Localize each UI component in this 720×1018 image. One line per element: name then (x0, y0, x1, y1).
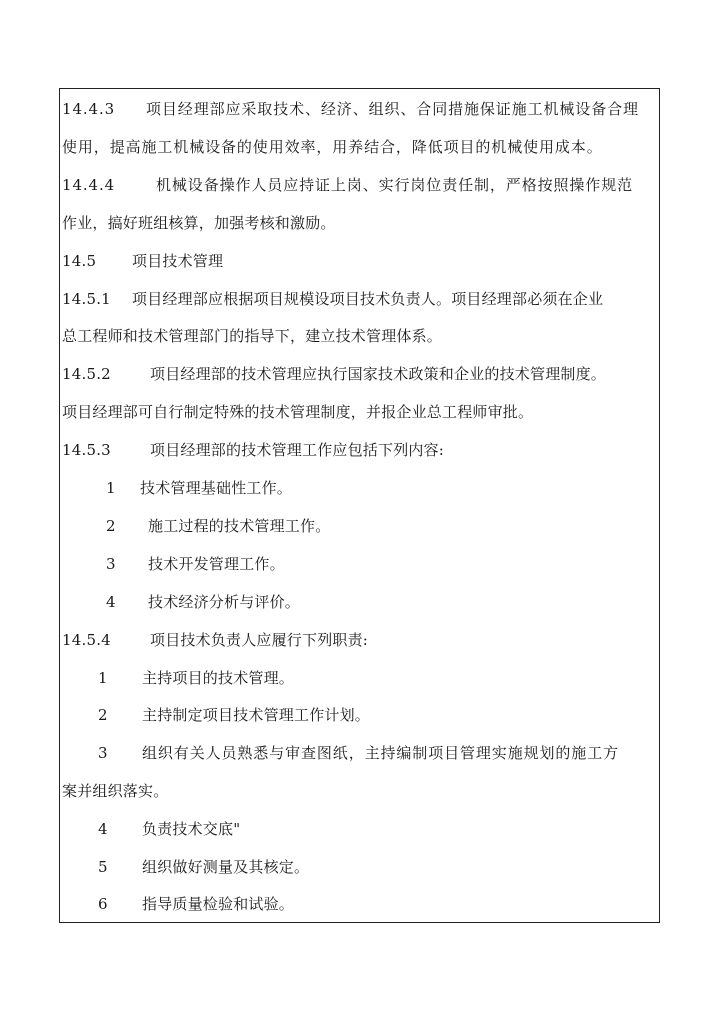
list-item-number: 3 (106, 555, 116, 573)
list-item (98, 668, 294, 688)
clause-text: 项目经理部应根据项目规模设项目技术负责人。项目经理部必须在企业 (132, 290, 604, 308)
clause-text: 项目经理部的技术管理应执行国家技术政策和企业的技术管理制度。 (150, 365, 607, 383)
list-item-continuation (62, 781, 168, 801)
list-item-number: 5 (98, 858, 108, 876)
section-number: 14.5 (62, 252, 97, 270)
list-item (106, 516, 330, 536)
clause-text: 使用，提高施工机械设备的使用效率，用养结合，降低项目的机械使用成本。 (62, 138, 603, 156)
list-item-text: 负责技术交底" (142, 820, 241, 838)
paragraph-14-4-4 (62, 175, 633, 195)
clause-number: 14.5.1 (62, 290, 111, 308)
section-title: 项目技术管理 (132, 252, 224, 270)
list-item (98, 743, 619, 763)
clause-text: 总工程师和技术管理部门的指导下，建立技术管理体系。 (62, 327, 443, 345)
paragraph-14-5-3 (62, 440, 444, 460)
list-item-text: 技术管理基础性工作。 (140, 479, 293, 497)
list-item (98, 857, 309, 877)
clause-number: 14.5.3 (62, 441, 111, 459)
paragraph-continuation (62, 137, 603, 157)
list-item (106, 592, 300, 612)
list-item-text: 案并组织落实。 (62, 782, 169, 800)
paragraph-continuation (62, 326, 442, 346)
clause-text: 项目经理部可自行制定特殊的技术管理制度，并报企业总工程师审批。 (62, 403, 534, 421)
list-item-text: 主持制定项目技术管理工作计划。 (142, 706, 371, 724)
clause-text: 作业，搞好班组核算，加强考核和激励。 (62, 214, 336, 232)
list-item-text: 主持项目的技术管理。 (142, 669, 295, 687)
list-item-text: 施工过程的技术管理工作。 (148, 517, 331, 535)
paragraph-14-5-1 (62, 289, 603, 309)
clause-text: 机械设备操作人员应持证上岗、实行岗位责任制，严格按照操作规范 (156, 176, 634, 194)
list-item (106, 478, 292, 498)
clause-number: 14.5.2 (62, 365, 111, 383)
clause-number: 14.5.4 (62, 631, 111, 649)
list-item-number: 3 (98, 744, 109, 762)
section-heading-14-5 (62, 251, 223, 271)
list-item-number: 4 (98, 820, 108, 838)
list-item-number: 1 (98, 669, 108, 687)
paragraph-continuation (62, 402, 533, 422)
list-item (98, 705, 370, 725)
clause-number: 14.4.3 (62, 100, 116, 118)
list-item-text: 组织有关人员熟悉与审查图纸，主持编制项目管理实施规划的施工方 (142, 744, 620, 762)
list-item-text: 技术经济分析与评价。 (148, 593, 301, 611)
paragraph-continuation (62, 213, 336, 233)
paragraph-14-5-2 (62, 364, 606, 384)
clause-number: 14.4.4 (62, 176, 116, 194)
list-item (106, 554, 285, 574)
list-item-text: 指导质量检验和试验。 (142, 895, 295, 913)
paragraph-14-5-4 (62, 630, 368, 650)
list-item-number: 1 (106, 479, 116, 497)
clause-text: 项目经理部的技术管理工作应包括下列内容: (150, 441, 445, 459)
list-item (98, 819, 240, 839)
clause-text: 项目经理部应采取技术、经济、组织、合同措施保证施工机械设备合理 (146, 100, 639, 118)
list-item-text: 组织做好测量及其核定。 (142, 858, 310, 876)
list-item-text: 技术开发管理工作。 (148, 555, 285, 573)
paragraph-14-4-3 (62, 99, 639, 119)
list-item-number: 6 (98, 895, 108, 913)
list-item-number: 4 (106, 593, 116, 611)
list-item-number: 2 (98, 706, 108, 724)
list-item-number: 2 (106, 517, 116, 535)
clause-text: 项目技术负责人应履行下列职责: (150, 631, 369, 649)
list-item (98, 894, 294, 914)
